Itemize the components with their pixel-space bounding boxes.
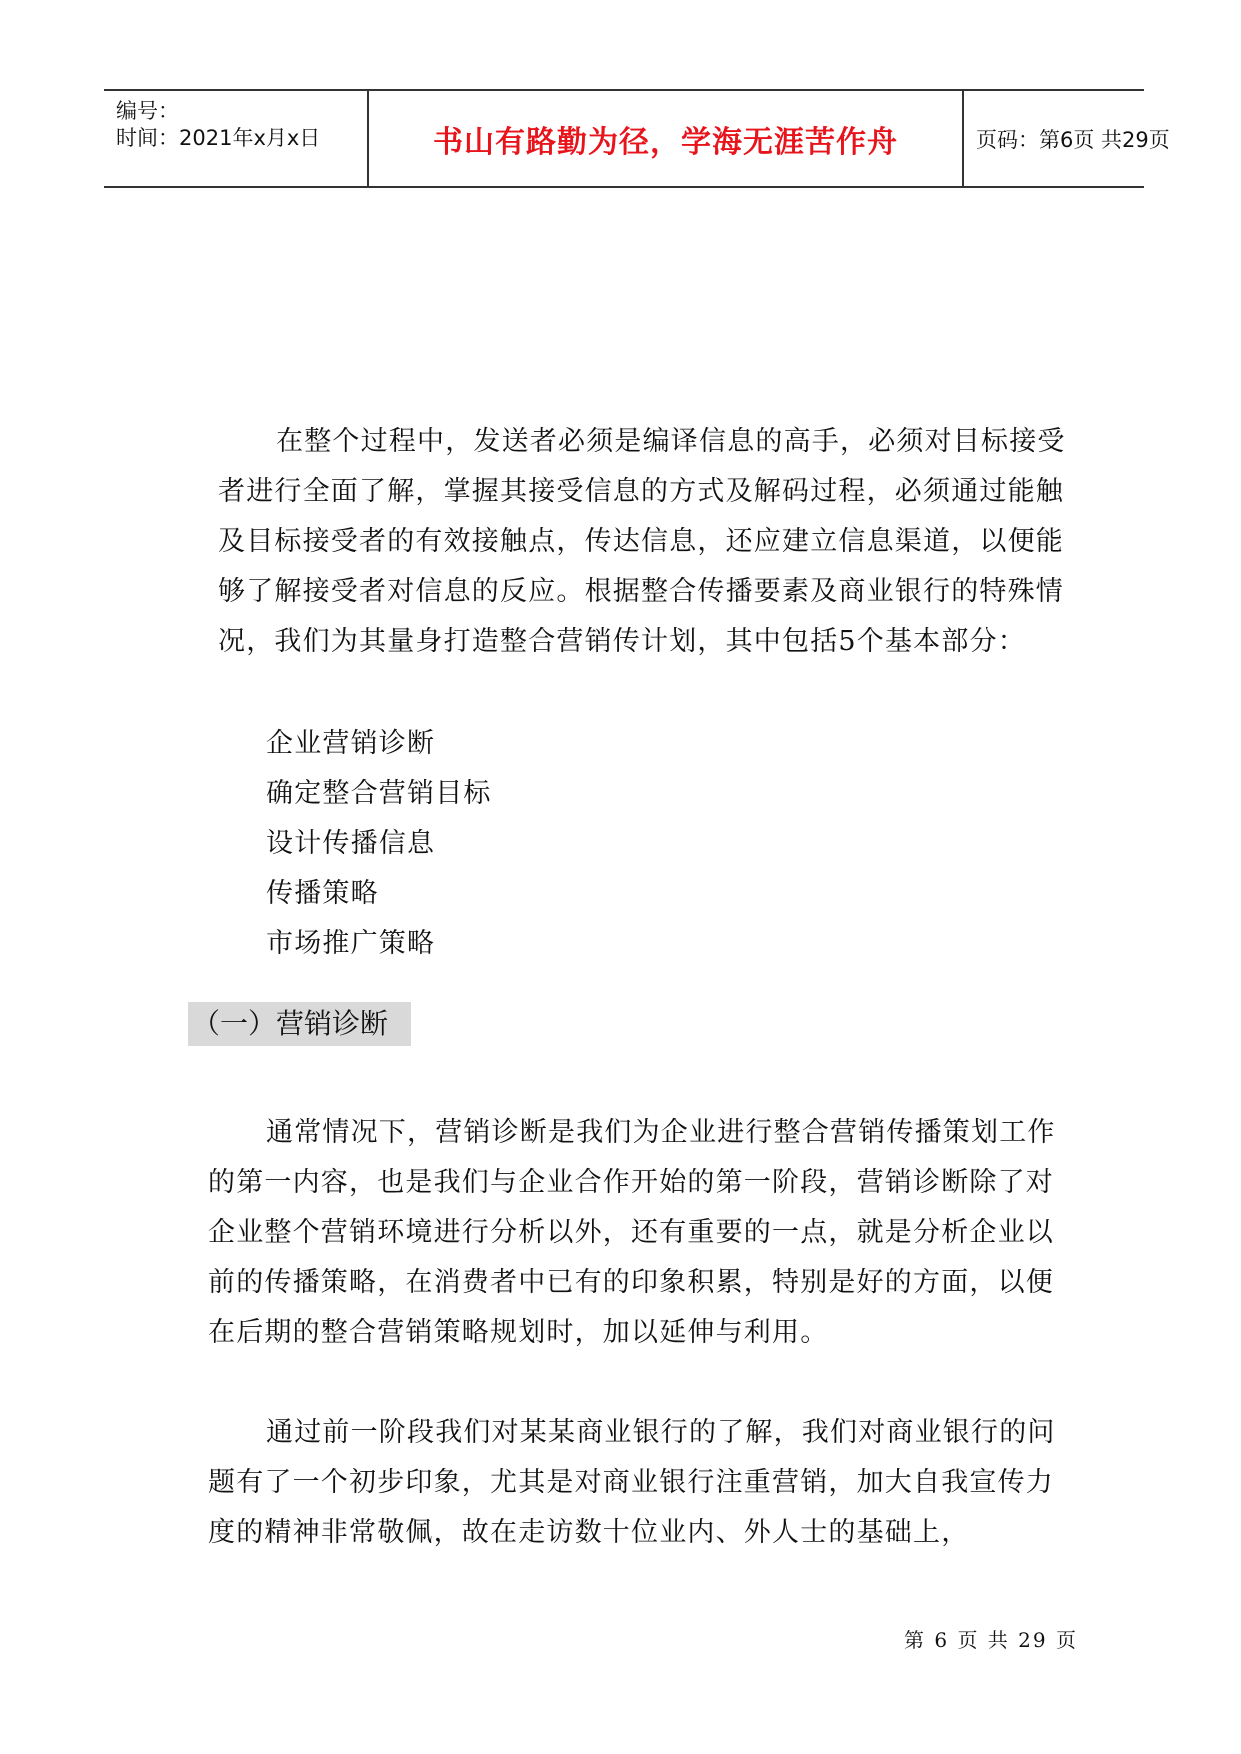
paragraph-2: 通常情况下，营销诊断是我们为企业进行整合营销传播策划工作的第一内容，也是我们与企业合作开始的第一阶段，营销诊断除了对企业整个营销环境进行分析以外，还有重要的一点，就是分析企业以前的传播策略，在消费者中已有的印象积累，特别是好的方面，以便在后期的整合营销策略规划时，加以延伸与利用。 — [208, 1117, 1056, 1348]
section-heading: （一）营销诊断 — [188, 1002, 411, 1046]
list-item: 设计传播信息 — [266, 828, 436, 859]
header-page-info: 页码：第6页 共29页 — [976, 127, 1170, 152]
number-label: 编号： — [116, 99, 179, 123]
header-motto-cell — [369, 91, 964, 186]
header-meta-cell — [104, 91, 369, 186]
list-item: 传播策略 — [266, 878, 379, 909]
list-item: 企业营销诊断 — [266, 728, 436, 759]
header-page-cell — [964, 91, 1170, 186]
list-item: 市场推广策略 — [266, 928, 436, 959]
motto-text: 书山有路勤为径，学海无涯苦作舟 — [433, 124, 898, 160]
paragraph-1: 在整个过程中，发送者必须是编译信息的高手，必须对目标接受者进行全面了解，掌握其接受信息的方式及解码过程，必须通过能触及目标接受者的有效接触点，传达信息，还应建立信息渠道，以便能够了解接受者对信息的反应。根据整合传播要素及商业银行的特殊情况，我们为其量身打造整合营销传计划，其中包括5个基本部分： — [218, 426, 1066, 657]
paragraph-3: 通过前一阶段我们对某某商业银行的了解，我们对商业银行的问题有了一个初步印象，尤其是对商业银行注重营销，加大自我宣传力度的精神非常敬佩，故在走访数十位业内、外人士的基础上， — [208, 1417, 1056, 1548]
time-label: 时间：2021年x月x日 — [116, 126, 321, 150]
document-header — [104, 89, 1170, 188]
page-footer: 第 6 页 共 29 页 — [904, 1628, 1078, 1652]
component-list — [266, 719, 492, 969]
list-item: 确定整合营销目标 — [266, 778, 492, 809]
